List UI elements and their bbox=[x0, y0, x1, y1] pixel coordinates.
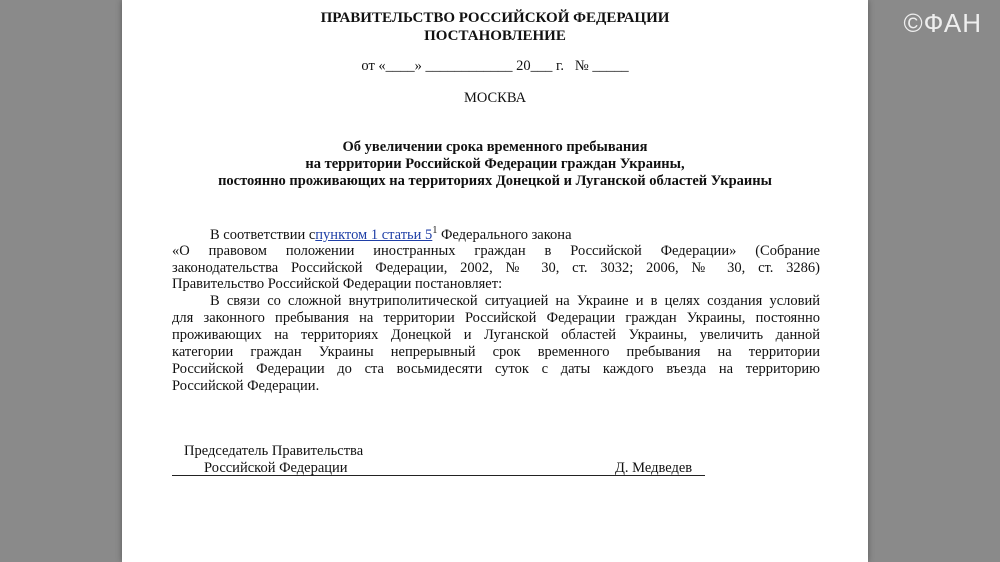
paragraph-2-line-3: проживающих на территориях Донецкой и Луганской областей Украины, увеличить данной bbox=[172, 327, 820, 343]
paragraph-1-prefix: В соответствии с bbox=[210, 227, 316, 243]
law-article-link-text: пунктом 1 статьи 5 bbox=[315, 227, 433, 243]
signatory-name: Д. Медведев bbox=[615, 460, 693, 476]
law-article-link[interactable] bbox=[315, 227, 432, 243]
date-number-line: от «____» ____________ 20___ г. № _____ bbox=[361, 58, 629, 74]
document-type-heading: ПОСТАНОВЛЕНИЕ bbox=[424, 28, 566, 44]
signatory-title-line-2: Российской Федерации bbox=[204, 460, 348, 476]
article-superscript: 1 bbox=[432, 225, 438, 237]
title-line-1: Об увеличении срока временного пребывания bbox=[342, 139, 648, 155]
signature-underline bbox=[172, 475, 705, 476]
fan-watermark: ©ФАН bbox=[903, 8, 982, 38]
paragraph-1-line-1 bbox=[210, 227, 572, 244]
paragraph-1-line-3: законодательства Российской Федерации, 2002, № 30, ст. 3032; 2006, № 30, ст. 3286) bbox=[172, 260, 820, 276]
title-line-2: на территории Российской Федерации граждан Украины, bbox=[305, 156, 685, 172]
city-line: МОСКВА bbox=[463, 90, 527, 106]
paragraph-1-line-4: Правительство Российской Федерации постановляет: bbox=[172, 276, 503, 292]
signatory-title-line-1: Председатель Правительства bbox=[184, 443, 364, 459]
document-page bbox=[122, 0, 868, 562]
paragraph-1-suffix: Федерального закона bbox=[437, 227, 572, 243]
paragraph-2-line-1: В связи со сложной внутриполитической ситуацией на Украине и в целях создания условий bbox=[210, 293, 820, 309]
paragraph-2-line-5: Российской Федерации до ста восьмидесяти суток с даты каждого въезда на территорию bbox=[172, 361, 820, 377]
paragraph-2-line-6: Российской Федерации. bbox=[172, 378, 320, 394]
title-line-3: постоянно проживающих на территориях Донецкой и Луганской областей Украины bbox=[218, 173, 772, 189]
government-heading: ПРАВИТЕЛЬСТВО РОССИЙСКОЙ ФЕДЕРАЦИИ bbox=[320, 10, 670, 26]
paragraph-2-line-2: для законного пребывания на территории Российской Федерации граждан Украины, постоянно bbox=[172, 310, 820, 326]
paragraph-1-line-2: «О правовом положении иностранных граждан в Российской Федерации» (Собрание bbox=[172, 243, 820, 259]
paragraph-2-line-4: категории граждан Украины непрерывный срок временного пребывания на территории bbox=[172, 344, 820, 360]
